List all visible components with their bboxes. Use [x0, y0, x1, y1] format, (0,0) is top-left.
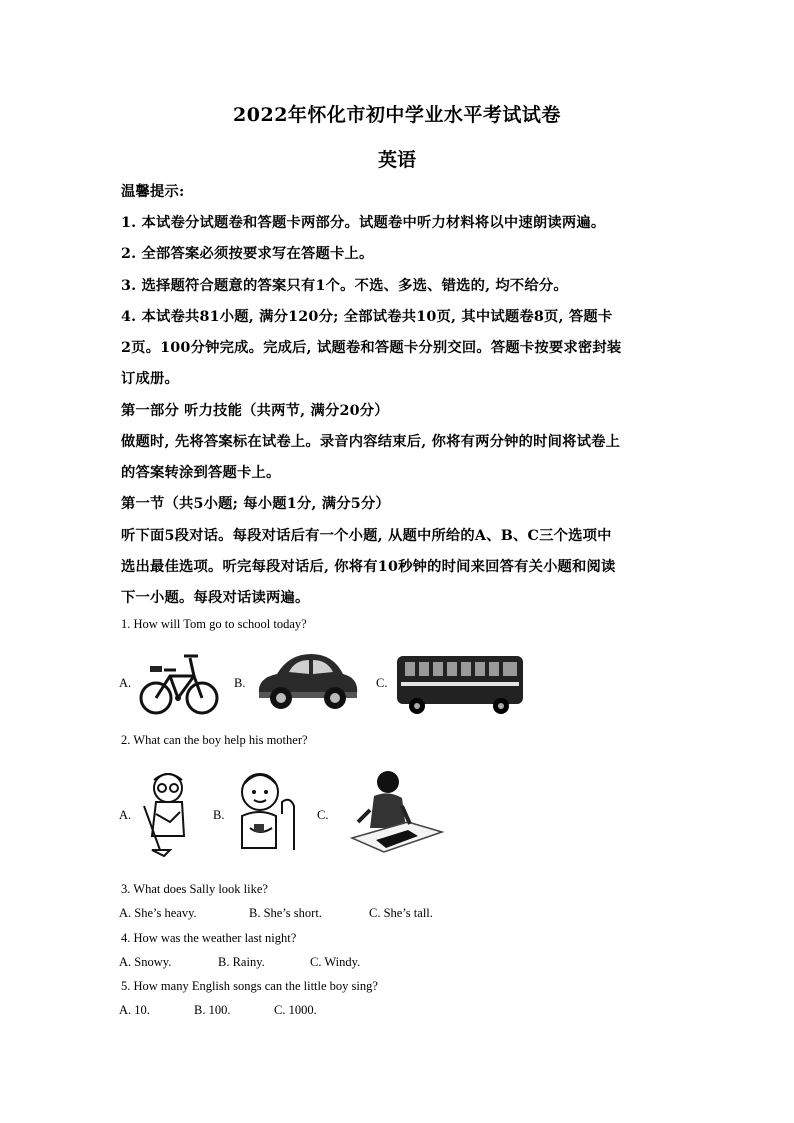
- option-label: C.: [376, 676, 388, 690]
- question-1: 1. How will Tom go to school today?: [121, 617, 307, 631]
- question-2: 2. What can the boy help his mother?: [121, 733, 308, 747]
- bicycle-picture: [138, 648, 220, 718]
- sweeping-picture: [134, 766, 202, 858]
- option-c: C. 1000.: [274, 1003, 317, 1017]
- part1-heading: 第一部分 听力技能（共两节, 满分20分）: [121, 403, 389, 419]
- bus-picture: [393, 652, 527, 716]
- car-picture: [253, 650, 363, 712]
- cleaning-picture: [348, 766, 444, 862]
- tip-line: 1. 本试卷分试题卷和答题卡两部分。试题卷中听力材料将以中速朗读两遍。: [121, 215, 606, 231]
- question-5: 5. How many English songs can the little boy sing?: [121, 979, 378, 993]
- part1-instruction: 的答案转涂到答题卡上。: [121, 465, 281, 481]
- option-label: A.: [119, 676, 132, 690]
- option-c: C. Windy.: [310, 955, 361, 969]
- tip-line: 2. 全部答案必须按要求写在答题卡上。: [121, 246, 374, 262]
- option-a: A. 10.: [119, 1003, 150, 1017]
- option-label: B.: [213, 808, 225, 822]
- question-3: 3. What does Sally look like?: [121, 882, 268, 896]
- question-4: 4. How was the weather last night?: [121, 931, 297, 945]
- section1-instruction: 下一小题。每段对话读两遍。: [121, 590, 310, 606]
- option-label: B.: [234, 676, 246, 690]
- washing-hands-picture: [232, 766, 300, 858]
- exam-title: 2022年怀化市初中学业水平考试试卷: [233, 104, 561, 126]
- option-b: B. Rainy.: [218, 955, 265, 969]
- option-c: C. She’s tall.: [369, 906, 433, 920]
- option-label: C.: [317, 808, 329, 822]
- option-b: B. 100.: [194, 1003, 231, 1017]
- section1-instruction: 选出最佳选项。听完每段对话后, 你将有10秒钟的时间来回答有关小题和阅读: [121, 559, 616, 575]
- tip-line: 4. 本试卷共81小题, 满分120分; 全部试卷共10页, 其中试题卷8页, 答题卡: [121, 309, 613, 325]
- subject-title: 英语: [377, 149, 416, 171]
- section1-instruction: 听下面5段对话。每段对话后有一个小题, 从题中所给的A、B、C三个选项中: [121, 528, 612, 544]
- option-label: A.: [119, 808, 132, 822]
- tip-line: 3. 选择题符合题意的答案只有1个。不选、多选、错选的, 均不给分。: [121, 278, 568, 294]
- tips-heading: 温馨提示:: [121, 184, 185, 200]
- option-b: B. She’s short.: [249, 906, 322, 920]
- tip-line: 2页。100分钟完成。完成后, 试题卷和答题卡分别交回。答题卡按要求密封装: [121, 340, 622, 356]
- option-a: A. She’s heavy.: [119, 906, 197, 920]
- tip-line: 订成册。: [121, 371, 179, 387]
- part1-instruction: 做题时, 先将答案标在试卷上。录音内容结束后, 你将有两分钟的时间将试卷上: [121, 434, 621, 450]
- option-a: A. Snowy.: [119, 955, 172, 969]
- section1-heading: 第一节（共5小题; 每小题1分, 满分5分）: [121, 496, 390, 512]
